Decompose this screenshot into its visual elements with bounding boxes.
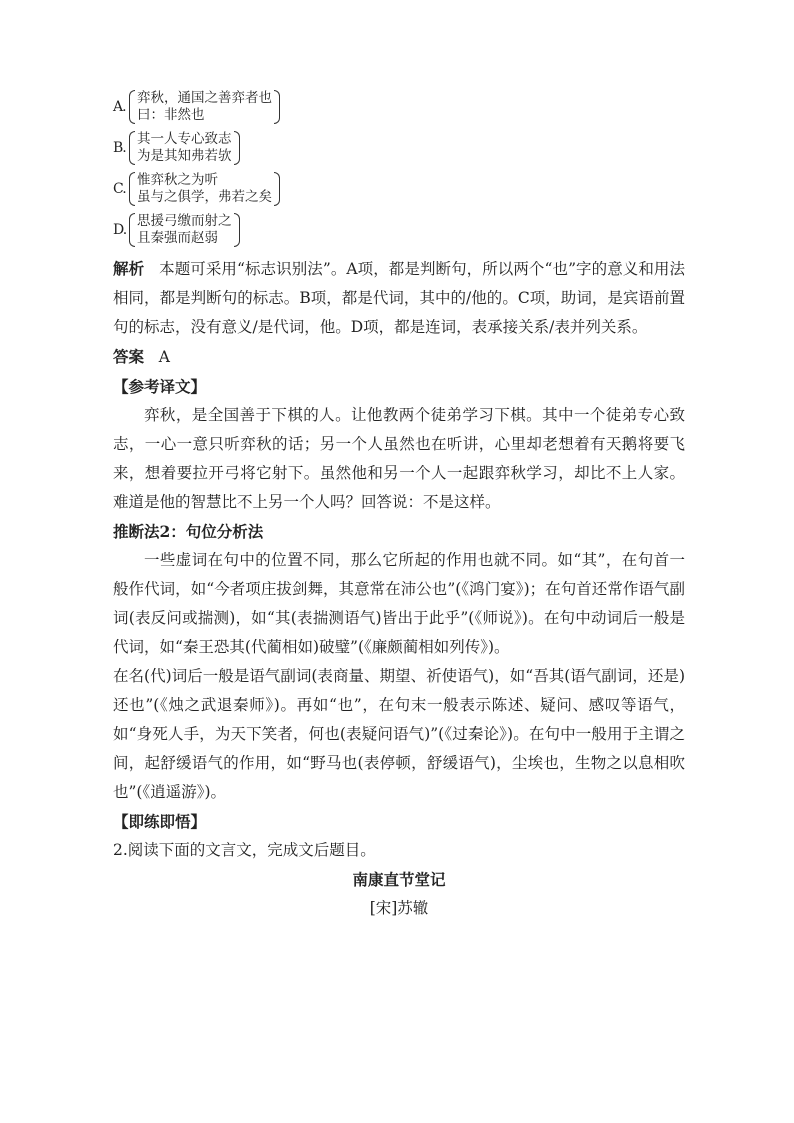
option-line: 为是其知弗若欤 <box>137 148 232 164</box>
left-bracket-icon <box>129 172 135 206</box>
option-line: 虽与之俱学，弗若之矣 <box>137 189 272 205</box>
left-bracket-icon <box>129 90 135 124</box>
option-label: A. <box>113 98 126 115</box>
option-line: 弈秋，通国之善弈者也 <box>137 90 272 106</box>
option-line: 其一人专心致志 <box>137 131 232 147</box>
analysis-label: 解析 <box>113 259 145 278</box>
translation-heading: 【参考译文】 <box>113 377 207 396</box>
answer-label: 答案 <box>113 347 145 366</box>
article-author: [宋]苏辙 <box>369 899 429 917</box>
option-b <box>113 131 685 165</box>
practice-question: 2.阅读下面的文言文，完成文后题目。 <box>113 841 376 859</box>
bracket-group <box>129 90 280 124</box>
right-bracket-icon <box>274 90 280 124</box>
left-bracket-icon <box>129 131 135 165</box>
analysis-text: 本题可采用“标志识别法”。A项，都是判断句，所以两个“也”字的意义和用法相同，都是判断句的标志。B项，都是代词，其中的/他的。C项，助词，是宾语前置句的标志，没有意义/是代词，他。D项，都是连词，表承接关系/表并列关系。 <box>113 260 685 336</box>
analysis-paragraph <box>113 254 685 342</box>
bracket-group <box>129 172 280 206</box>
method-heading: 推断法2：句位分析法 <box>113 522 264 541</box>
option-line: 且秦强而赵弱 <box>137 230 218 246</box>
option-line: 曰：非然也 <box>137 107 205 123</box>
right-bracket-icon <box>234 131 240 165</box>
method-paragraph-2: 在名(代)词后一般是语气副词(表商量、期望、祈使语气)，如“吾其(语气副词，还是)还也”(《烛之武退秦师》)。再如“也”，在句末一般表示陈述、疑问、感叹等语气，如“身死人手，为天下笑者，何也(表疑问语气)”(《过秦论》)。在句中一般用于主谓之间，起舒缓语气的作用，如“野马也(表停顿，舒缓语气)，尘埃也，生物之以息相吹也”(《逍遥游》)。 <box>113 667 685 801</box>
options-block <box>113 90 685 247</box>
bracket-group <box>129 131 240 165</box>
option-line: 思援弓缴而射之 <box>137 213 232 229</box>
option-d <box>113 213 685 247</box>
method-paragraph-1: 一些虚词在句中的位置不同，那么它所起的作用也就不同。如“其”，在句首一般作代词，如“今者项庄拔剑舞，其意常在沛公也”(《鸿门宴》)；在句首还常作语气副词(表反问或揣测)，如“其(表揣测语气)皆出于此乎”(《师说》)。在句中动词后一般是代词，如“秦王恐其(代蔺相如)破璧”(《廉颇蔺相如列传》)。 <box>113 551 685 656</box>
option-c <box>113 172 685 206</box>
right-bracket-icon <box>274 172 280 206</box>
practice-heading: 【即练即悟】 <box>113 812 207 831</box>
option-line: 惟弈秋之为听 <box>137 172 218 188</box>
option-a <box>113 90 685 124</box>
bracket-group <box>129 213 240 247</box>
translation-text: 弈秋，是全国善于下棋的人。让他教两个徒弟学习下棋。其中一个徒弟专心致志，一心一意只听弈秋的话；另一个人虽然也在听讲，心里却老想着有天鹅将要飞来，想着要拉开弓将它射下。虽然他和另一个人一起跟弈秋学习，却比不上人家。难道是他的智慧比不上另一个人吗？回答说：不是这样。 <box>113 406 685 511</box>
right-bracket-icon <box>234 213 240 247</box>
left-bracket-icon <box>129 213 135 247</box>
option-label: B. <box>113 139 126 156</box>
option-label: C. <box>113 180 126 197</box>
document-page <box>113 90 685 923</box>
answer-value: A <box>158 348 170 366</box>
article-title: 南康直节堂记 <box>352 870 446 889</box>
option-label: D. <box>113 221 127 238</box>
answer-paragraph <box>113 342 685 372</box>
